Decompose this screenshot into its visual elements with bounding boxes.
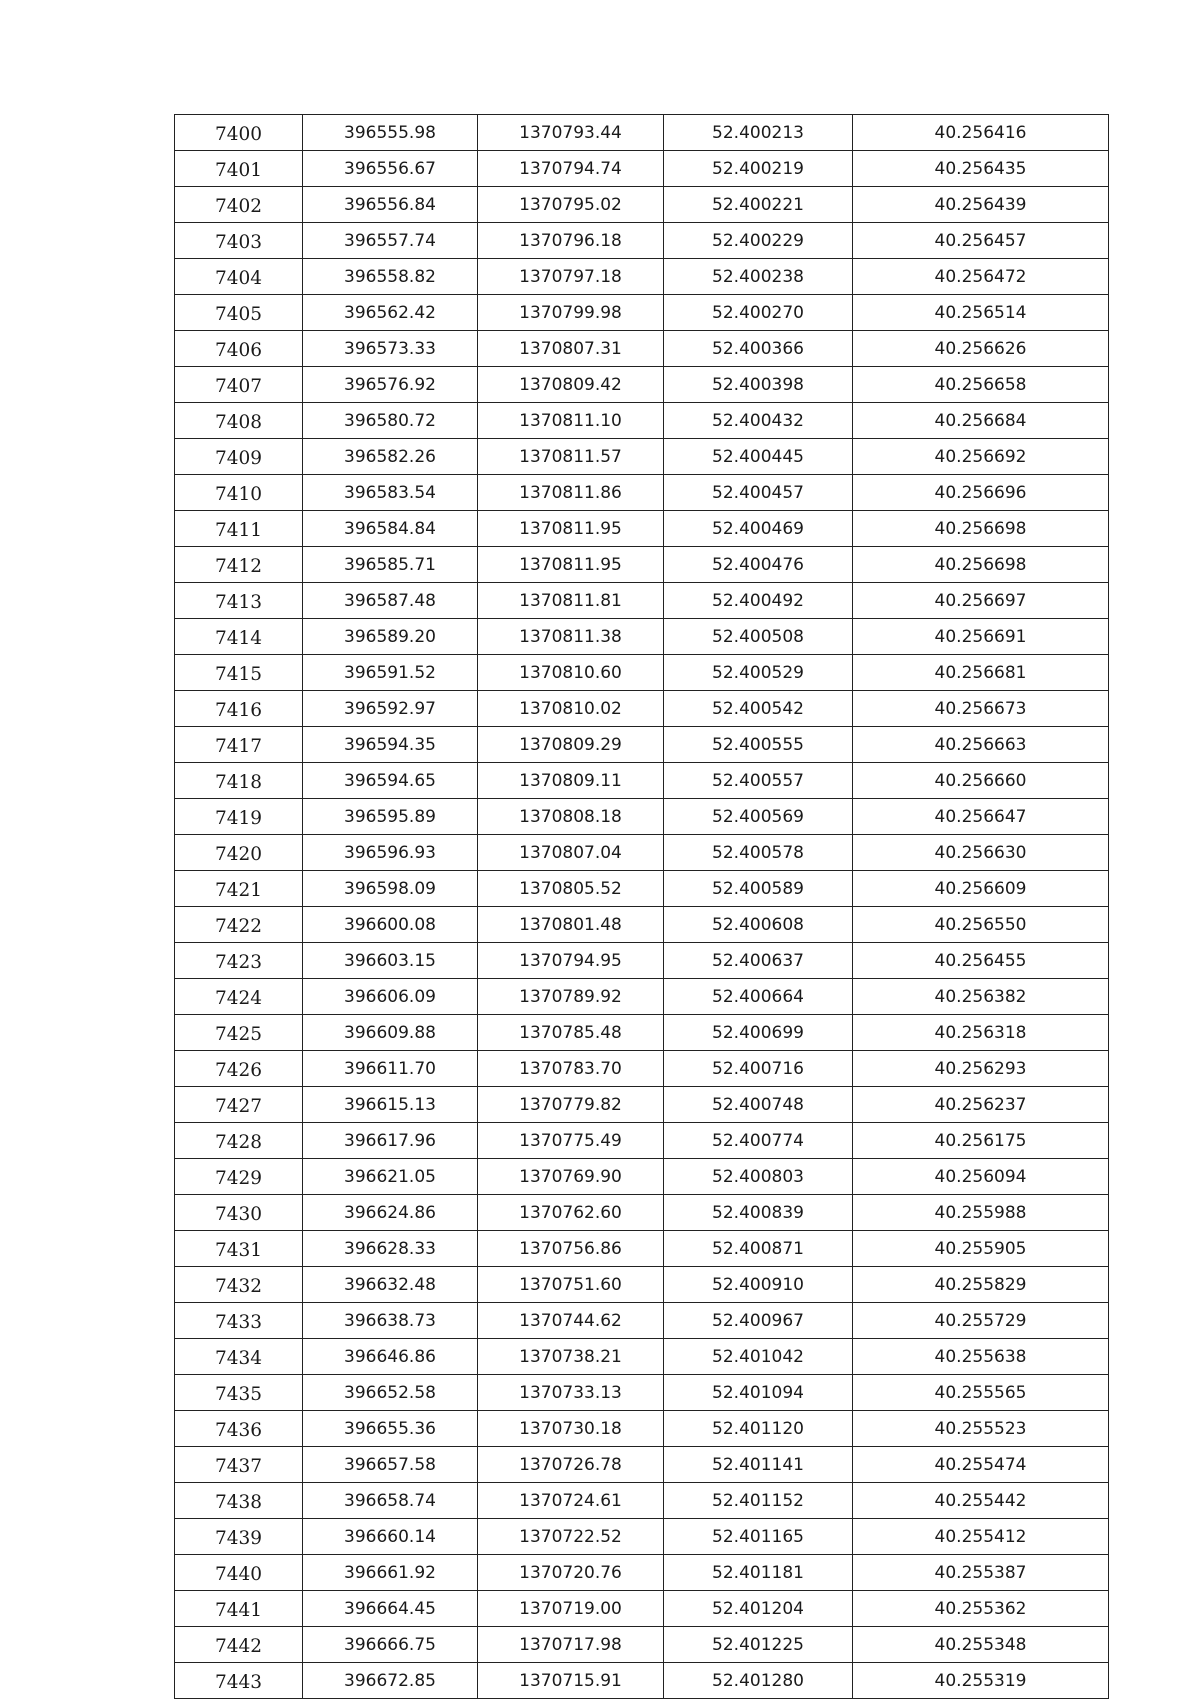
y-coordinate-cell: 1370730.18: [478, 1411, 664, 1447]
table-row: [175, 1303, 1109, 1339]
table-row: [175, 1375, 1109, 1411]
longitude-cell: 40.256382: [853, 979, 1109, 1015]
longitude-cell: 40.256698: [853, 511, 1109, 547]
y-coordinate-cell: 1370720.76: [478, 1555, 664, 1591]
point-number-cell: 7434: [175, 1339, 303, 1375]
latitude-cell: 52.400213: [664, 115, 853, 151]
y-coordinate-cell: 1370795.02: [478, 187, 664, 223]
y-coordinate-cell: 1370793.44: [478, 115, 664, 151]
point-number-cell: 7414: [175, 619, 303, 655]
latitude-cell: 52.400432: [664, 403, 853, 439]
latitude-cell: 52.401225: [664, 1627, 853, 1663]
longitude-cell: 40.256318: [853, 1015, 1109, 1051]
table-row: [175, 799, 1109, 835]
x-coordinate-cell: 396655.36: [303, 1411, 478, 1447]
table-row: [175, 655, 1109, 691]
table-row: [175, 1519, 1109, 1555]
y-coordinate-cell: 1370794.95: [478, 943, 664, 979]
x-coordinate-cell: 396555.98: [303, 115, 478, 151]
y-coordinate-cell: 1370738.21: [478, 1339, 664, 1375]
longitude-cell: 40.256416: [853, 115, 1109, 151]
longitude-cell: 40.256673: [853, 691, 1109, 727]
point-number-cell: 7411: [175, 511, 303, 547]
y-coordinate-cell: 1370809.29: [478, 727, 664, 763]
y-coordinate-cell: 1370810.02: [478, 691, 664, 727]
point-number-cell: 7408: [175, 403, 303, 439]
latitude-cell: 52.401165: [664, 1519, 853, 1555]
point-number-cell: 7435: [175, 1375, 303, 1411]
longitude-cell: 40.256658: [853, 367, 1109, 403]
y-coordinate-cell: 1370717.98: [478, 1627, 664, 1663]
y-coordinate-cell: 1370744.62: [478, 1303, 664, 1339]
point-number-cell: 7436: [175, 1411, 303, 1447]
point-number-cell: 7416: [175, 691, 303, 727]
y-coordinate-cell: 1370796.18: [478, 223, 664, 259]
x-coordinate-cell: 396661.92: [303, 1555, 478, 1591]
longitude-cell: 40.256457: [853, 223, 1109, 259]
point-number-cell: 7422: [175, 907, 303, 943]
x-coordinate-cell: 396582.26: [303, 439, 478, 475]
longitude-cell: 40.256697: [853, 583, 1109, 619]
longitude-cell: 40.256514: [853, 295, 1109, 331]
x-coordinate-cell: 396652.58: [303, 1375, 478, 1411]
table-row: [175, 223, 1109, 259]
x-coordinate-cell: 396617.96: [303, 1123, 478, 1159]
table-row: [175, 691, 1109, 727]
latitude-cell: 52.400664: [664, 979, 853, 1015]
table-row: [175, 1015, 1109, 1051]
point-number-cell: 7426: [175, 1051, 303, 1087]
x-coordinate-cell: 396658.74: [303, 1483, 478, 1519]
coordinates-table: [174, 114, 1109, 1699]
y-coordinate-cell: 1370808.18: [478, 799, 664, 835]
x-coordinate-cell: 396621.05: [303, 1159, 478, 1195]
latitude-cell: 52.400555: [664, 727, 853, 763]
x-coordinate-cell: 396573.33: [303, 331, 478, 367]
point-number-cell: 7401: [175, 151, 303, 187]
latitude-cell: 52.400229: [664, 223, 853, 259]
table-row: [175, 151, 1109, 187]
y-coordinate-cell: 1370811.10: [478, 403, 664, 439]
x-coordinate-cell: 396596.93: [303, 835, 478, 871]
point-number-cell: 7402: [175, 187, 303, 223]
longitude-cell: 40.255829: [853, 1267, 1109, 1303]
longitude-cell: 40.256660: [853, 763, 1109, 799]
y-coordinate-cell: 1370811.95: [478, 547, 664, 583]
latitude-cell: 52.400871: [664, 1231, 853, 1267]
x-coordinate-cell: 396624.86: [303, 1195, 478, 1231]
y-coordinate-cell: 1370724.61: [478, 1483, 664, 1519]
x-coordinate-cell: 396576.92: [303, 367, 478, 403]
table-row: [175, 907, 1109, 943]
x-coordinate-cell: 396583.54: [303, 475, 478, 511]
x-coordinate-cell: 396638.73: [303, 1303, 478, 1339]
x-coordinate-cell: 396646.86: [303, 1339, 478, 1375]
latitude-cell: 52.400637: [664, 943, 853, 979]
point-number-cell: 7440: [175, 1555, 303, 1591]
x-coordinate-cell: 396594.65: [303, 763, 478, 799]
latitude-cell: 52.401141: [664, 1447, 853, 1483]
latitude-cell: 52.400366: [664, 331, 853, 367]
table-row: [175, 475, 1109, 511]
latitude-cell: 52.400529: [664, 655, 853, 691]
x-coordinate-cell: 396592.97: [303, 691, 478, 727]
point-number-cell: 7405: [175, 295, 303, 331]
table-row: [175, 439, 1109, 475]
x-coordinate-cell: 396589.20: [303, 619, 478, 655]
y-coordinate-cell: 1370799.98: [478, 295, 664, 331]
latitude-cell: 52.400803: [664, 1159, 853, 1195]
x-coordinate-cell: 396609.88: [303, 1015, 478, 1051]
x-coordinate-cell: 396557.74: [303, 223, 478, 259]
point-number-cell: 7441: [175, 1591, 303, 1627]
point-number-cell: 7423: [175, 943, 303, 979]
x-coordinate-cell: 396611.70: [303, 1051, 478, 1087]
point-number-cell: 7400: [175, 115, 303, 151]
latitude-cell: 52.400508: [664, 619, 853, 655]
latitude-cell: 52.400270: [664, 295, 853, 331]
table-row: [175, 835, 1109, 871]
x-coordinate-cell: 396660.14: [303, 1519, 478, 1555]
table-row: [175, 583, 1109, 619]
point-number-cell: 7421: [175, 871, 303, 907]
point-number-cell: 7425: [175, 1015, 303, 1051]
y-coordinate-cell: 1370769.90: [478, 1159, 664, 1195]
point-number-cell: 7404: [175, 259, 303, 295]
latitude-cell: 52.400557: [664, 763, 853, 799]
longitude-cell: 40.256609: [853, 871, 1109, 907]
longitude-cell: 40.256692: [853, 439, 1109, 475]
table-row: [175, 943, 1109, 979]
latitude-cell: 52.400774: [664, 1123, 853, 1159]
y-coordinate-cell: 1370807.31: [478, 331, 664, 367]
point-number-cell: 7424: [175, 979, 303, 1015]
latitude-cell: 52.400219: [664, 151, 853, 187]
latitude-cell: 52.401280: [664, 1663, 853, 1699]
x-coordinate-cell: 396594.35: [303, 727, 478, 763]
table-row: [175, 1483, 1109, 1519]
latitude-cell: 52.400716: [664, 1051, 853, 1087]
x-coordinate-cell: 396584.84: [303, 511, 478, 547]
y-coordinate-cell: 1370733.13: [478, 1375, 664, 1411]
latitude-cell: 52.400238: [664, 259, 853, 295]
longitude-cell: 40.256175: [853, 1123, 1109, 1159]
latitude-cell: 52.400699: [664, 1015, 853, 1051]
table-row: [175, 1087, 1109, 1123]
y-coordinate-cell: 1370811.95: [478, 511, 664, 547]
latitude-cell: 52.400967: [664, 1303, 853, 1339]
x-coordinate-cell: 396580.72: [303, 403, 478, 439]
longitude-cell: 40.255348: [853, 1627, 1109, 1663]
table-row: [175, 547, 1109, 583]
point-number-cell: 7432: [175, 1267, 303, 1303]
longitude-cell: 40.255362: [853, 1591, 1109, 1627]
longitude-cell: 40.256293: [853, 1051, 1109, 1087]
longitude-cell: 40.255442: [853, 1483, 1109, 1519]
longitude-cell: 40.255523: [853, 1411, 1109, 1447]
table-row: [175, 115, 1109, 151]
table-row: [175, 331, 1109, 367]
y-coordinate-cell: 1370779.82: [478, 1087, 664, 1123]
x-coordinate-cell: 396598.09: [303, 871, 478, 907]
latitude-cell: 52.400476: [664, 547, 853, 583]
point-number-cell: 7412: [175, 547, 303, 583]
latitude-cell: 52.401204: [664, 1591, 853, 1627]
latitude-cell: 52.400589: [664, 871, 853, 907]
latitude-cell: 52.401152: [664, 1483, 853, 1519]
point-number-cell: 7427: [175, 1087, 303, 1123]
point-number-cell: 7428: [175, 1123, 303, 1159]
y-coordinate-cell: 1370785.48: [478, 1015, 664, 1051]
table-row: [175, 1123, 1109, 1159]
coordinates-table-body: [175, 115, 1109, 1699]
latitude-cell: 52.401181: [664, 1555, 853, 1591]
longitude-cell: 40.256439: [853, 187, 1109, 223]
y-coordinate-cell: 1370809.11: [478, 763, 664, 799]
latitude-cell: 52.400542: [664, 691, 853, 727]
point-number-cell: 7442: [175, 1627, 303, 1663]
point-number-cell: 7430: [175, 1195, 303, 1231]
point-number-cell: 7409: [175, 439, 303, 475]
longitude-cell: 40.256630: [853, 835, 1109, 871]
longitude-cell: 40.255729: [853, 1303, 1109, 1339]
point-number-cell: 7406: [175, 331, 303, 367]
table-row: [175, 1591, 1109, 1627]
point-number-cell: 7413: [175, 583, 303, 619]
table-row: [175, 1195, 1109, 1231]
y-coordinate-cell: 1370805.52: [478, 871, 664, 907]
x-coordinate-cell: 396587.48: [303, 583, 478, 619]
latitude-cell: 52.400457: [664, 475, 853, 511]
y-coordinate-cell: 1370794.74: [478, 151, 664, 187]
table-row: [175, 403, 1109, 439]
table-row: [175, 1447, 1109, 1483]
y-coordinate-cell: 1370726.78: [478, 1447, 664, 1483]
table-row: [175, 1051, 1109, 1087]
table-row: [175, 763, 1109, 799]
latitude-cell: 52.401042: [664, 1339, 853, 1375]
point-number-cell: 7410: [175, 475, 303, 511]
x-coordinate-cell: 396562.42: [303, 295, 478, 331]
latitude-cell: 52.400748: [664, 1087, 853, 1123]
longitude-cell: 40.255988: [853, 1195, 1109, 1231]
y-coordinate-cell: 1370751.60: [478, 1267, 664, 1303]
longitude-cell: 40.256663: [853, 727, 1109, 763]
point-number-cell: 7403: [175, 223, 303, 259]
x-coordinate-cell: 396632.48: [303, 1267, 478, 1303]
table-row: [175, 619, 1109, 655]
x-coordinate-cell: 396556.67: [303, 151, 478, 187]
longitude-cell: 40.256698: [853, 547, 1109, 583]
latitude-cell: 52.400469: [664, 511, 853, 547]
longitude-cell: 40.256696: [853, 475, 1109, 511]
y-coordinate-cell: 1370715.91: [478, 1663, 664, 1699]
x-coordinate-cell: 396672.85: [303, 1663, 478, 1699]
longitude-cell: 40.255474: [853, 1447, 1109, 1483]
table-row: [175, 259, 1109, 295]
longitude-cell: 40.256681: [853, 655, 1109, 691]
latitude-cell: 52.400445: [664, 439, 853, 475]
y-coordinate-cell: 1370797.18: [478, 259, 664, 295]
latitude-cell: 52.401120: [664, 1411, 853, 1447]
longitude-cell: 40.255387: [853, 1555, 1109, 1591]
x-coordinate-cell: 396585.71: [303, 547, 478, 583]
point-number-cell: 7415: [175, 655, 303, 691]
point-number-cell: 7439: [175, 1519, 303, 1555]
x-coordinate-cell: 396628.33: [303, 1231, 478, 1267]
latitude-cell: 52.400578: [664, 835, 853, 871]
table-row: [175, 367, 1109, 403]
y-coordinate-cell: 1370775.49: [478, 1123, 664, 1159]
point-number-cell: 7419: [175, 799, 303, 835]
point-number-cell: 7429: [175, 1159, 303, 1195]
x-coordinate-cell: 396615.13: [303, 1087, 478, 1123]
table-row: [175, 1627, 1109, 1663]
longitude-cell: 40.256094: [853, 1159, 1109, 1195]
longitude-cell: 40.256626: [853, 331, 1109, 367]
y-coordinate-cell: 1370756.86: [478, 1231, 664, 1267]
longitude-cell: 40.255412: [853, 1519, 1109, 1555]
longitude-cell: 40.256550: [853, 907, 1109, 943]
y-coordinate-cell: 1370811.57: [478, 439, 664, 475]
latitude-cell: 52.400221: [664, 187, 853, 223]
point-number-cell: 7417: [175, 727, 303, 763]
x-coordinate-cell: 396595.89: [303, 799, 478, 835]
point-number-cell: 7407: [175, 367, 303, 403]
table-row: [175, 727, 1109, 763]
y-coordinate-cell: 1370783.70: [478, 1051, 664, 1087]
longitude-cell: 40.255638: [853, 1339, 1109, 1375]
y-coordinate-cell: 1370811.86: [478, 475, 664, 511]
table-row: [175, 1555, 1109, 1591]
longitude-cell: 40.256472: [853, 259, 1109, 295]
point-number-cell: 7418: [175, 763, 303, 799]
latitude-cell: 52.400910: [664, 1267, 853, 1303]
y-coordinate-cell: 1370810.60: [478, 655, 664, 691]
table-row: [175, 1231, 1109, 1267]
latitude-cell: 52.400608: [664, 907, 853, 943]
x-coordinate-cell: 396657.58: [303, 1447, 478, 1483]
y-coordinate-cell: 1370762.60: [478, 1195, 664, 1231]
y-coordinate-cell: 1370722.52: [478, 1519, 664, 1555]
x-coordinate-cell: 396664.45: [303, 1591, 478, 1627]
x-coordinate-cell: 396603.15: [303, 943, 478, 979]
longitude-cell: 40.255905: [853, 1231, 1109, 1267]
longitude-cell: 40.256455: [853, 943, 1109, 979]
point-number-cell: 7438: [175, 1483, 303, 1519]
latitude-cell: 52.400492: [664, 583, 853, 619]
longitude-cell: 40.256691: [853, 619, 1109, 655]
longitude-cell: 40.255319: [853, 1663, 1109, 1699]
y-coordinate-cell: 1370807.04: [478, 835, 664, 871]
table-row: [175, 1159, 1109, 1195]
table-row: [175, 511, 1109, 547]
table-row: [175, 1663, 1109, 1699]
point-number-cell: 7443: [175, 1663, 303, 1699]
table-row: [175, 187, 1109, 223]
x-coordinate-cell: 396591.52: [303, 655, 478, 691]
y-coordinate-cell: 1370719.00: [478, 1591, 664, 1627]
y-coordinate-cell: 1370811.38: [478, 619, 664, 655]
latitude-cell: 52.400569: [664, 799, 853, 835]
point-number-cell: 7431: [175, 1231, 303, 1267]
table-row: [175, 979, 1109, 1015]
y-coordinate-cell: 1370809.42: [478, 367, 664, 403]
longitude-cell: 40.256435: [853, 151, 1109, 187]
x-coordinate-cell: 396606.09: [303, 979, 478, 1015]
y-coordinate-cell: 1370811.81: [478, 583, 664, 619]
longitude-cell: 40.256237: [853, 1087, 1109, 1123]
longitude-cell: 40.255565: [853, 1375, 1109, 1411]
point-number-cell: 7433: [175, 1303, 303, 1339]
latitude-cell: 52.400398: [664, 367, 853, 403]
longitude-cell: 40.256647: [853, 799, 1109, 835]
table-row: [175, 1339, 1109, 1375]
table-row: [175, 871, 1109, 907]
table-row: [175, 1267, 1109, 1303]
point-number-cell: 7420: [175, 835, 303, 871]
y-coordinate-cell: 1370801.48: [478, 907, 664, 943]
longitude-cell: 40.256684: [853, 403, 1109, 439]
y-coordinate-cell: 1370789.92: [478, 979, 664, 1015]
latitude-cell: 52.401094: [664, 1375, 853, 1411]
x-coordinate-cell: 396558.82: [303, 259, 478, 295]
x-coordinate-cell: 396666.75: [303, 1627, 478, 1663]
point-number-cell: 7437: [175, 1447, 303, 1483]
x-coordinate-cell: 396556.84: [303, 187, 478, 223]
x-coordinate-cell: 396600.08: [303, 907, 478, 943]
table-row: [175, 295, 1109, 331]
table-row: [175, 1411, 1109, 1447]
latitude-cell: 52.400839: [664, 1195, 853, 1231]
